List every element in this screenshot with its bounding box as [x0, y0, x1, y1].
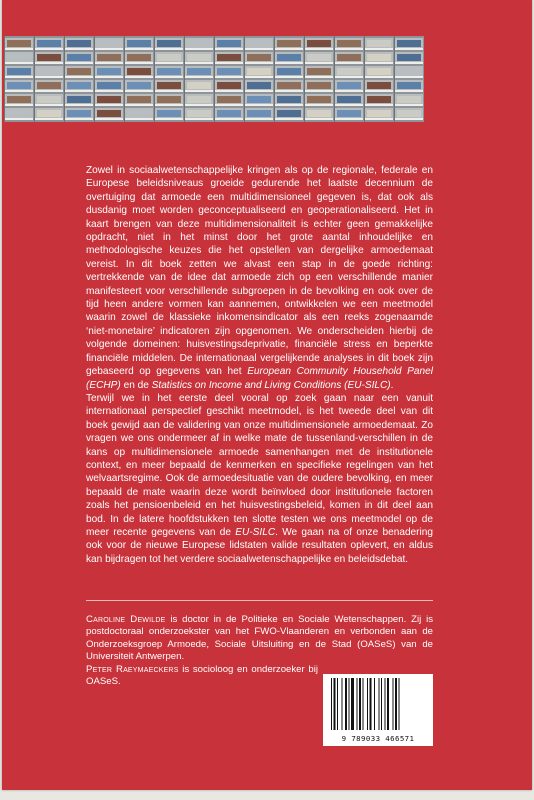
- paragraph-2-run: Terwijl we in het eerste deel vooral op zoek gaan naar een vanuit internationaal perspectief geschikt meetmodel, is het tweede deel van dit boek gewijd aan de validering van onze multidimensionele armoedemaat. Zo vragen we ons ondermeer af in welke mate de tussenland-verschillen in de kans op multidimensionele armoede samenhangen met de institutionele context, en meer bepaald de kenmerken en specifieke regelingen van het welvaartsregime. Ook de armoedesituatie van de oudere bevolking, en meer bepaald de mate waarin deze wordt beïnvloed door institutionele factoren zoals het pensioenbeleid en het huisvestingsbeleid, komen in dit deel aan bod. In de latere hoofdstukken ten slotte testen we ons meetmodel op de meer recente gegevens van de: [86, 392, 433, 538]
- author-name-2: Peter Raeymaeckers: [86, 663, 179, 675]
- blurb-paragraph-2: [86, 392, 433, 566]
- barcode-icon: [329, 678, 427, 730]
- paragraph-1-run: Zowel in sociaalwetenschappelijke kringen als op de regionale, federale en Europese beleidsniveaus groeide gedurende het laatste decennium de overtuiging dat armoede een multidimensioneel gegeven is, dat ook als dusdanig moet worden geconceptualiseerd en geoperationaliseerd. Het in kaart brengen van deze multidimensionaliteit is echter geen gemakkelijke opdracht, niet in het minst door het grote aantal inhoudelijke en methodologische keuzes die het opstellen van dergelijke armoedemaat vereist. In dit boek zetten we alvast een stap in de goede richting: vertrekkende van de idee dat armoede zich op een verschillende manier manifesteert voor verschillende subgroepen in de bevolking en ook over de tijd heen andere vormen kan aannemen, ontwikkelen we een meetmodel waarin zowel de klassieke inkomensindicator als een reeks zogenaamde ‘niet-monetaire’ indicatoren zijn opgenomen. We onderscheiden hierbij de volgende domeinen: huisvestingsdeprivatie, financiële stress en beperkte financiële middelen. De internationaal vergelijkende analyses in dit boek zijn gebaseerd op gegevens van het: [86, 165, 433, 378]
- apartment-photo: [4, 36, 424, 122]
- paragraph-1-run: .: [390, 379, 394, 391]
- blurb-paragraph-1: [86, 164, 433, 392]
- author-text-2: is socioloog en onderzoeker bij OASeS.: [86, 663, 318, 688]
- apartment-block-icon: [4, 36, 424, 122]
- paragraph-1-run: European Community Household Panel (ECHP): [86, 366, 433, 391]
- paragraph-1-run: Statistics on Income and Living Conditions (EU-SILC): [151, 379, 391, 391]
- author-name-1: Caroline Dewilde: [86, 614, 166, 625]
- paragraph-2-run: . We gaan na of onze benadering ook voor de nieuwe Europese lidstaten valide resultaten oplevert, en aldus kan bijdragen tot het verdere sociaalwetenschappelijke en beleidsdebat.: [86, 526, 434, 565]
- author-bio-2: [86, 664, 318, 689]
- divider: [86, 600, 433, 601]
- paragraph-1-run: en de: [120, 379, 152, 391]
- author-bio-1: [86, 614, 433, 664]
- paragraph-2-run: EU-SILC: [235, 526, 276, 538]
- back-cover: [2, 0, 532, 790]
- isbn-barcode: [323, 674, 433, 746]
- blurb: [86, 164, 433, 566]
- isbn-number: 9 789033 466571: [341, 734, 415, 743]
- author-text-1: is doctor in de Politieke en Sociale Wetenschappen. Zij is postdoctoraal onderzoekster van het FWO-Vlaanderen en verbonden aan de Onderzoeksgroep Armoede, Sociale Uitsluiting en de Stad (OASeS) van de Universiteit Antwerpen.: [86, 614, 433, 663]
